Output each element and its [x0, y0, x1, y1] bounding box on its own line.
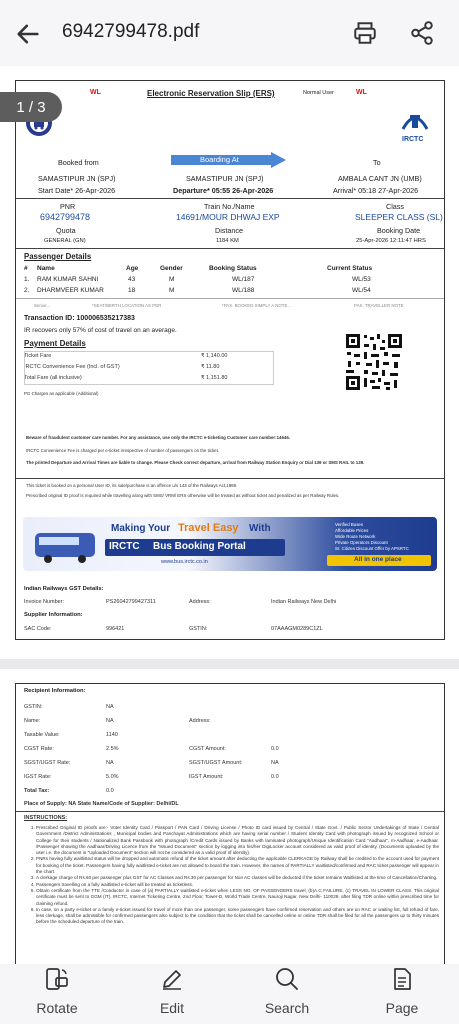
distance-value: 1184 KM	[216, 238, 239, 244]
recipient-label: CGST Amount:	[189, 746, 226, 752]
pnr-number: 6942799478	[40, 212, 91, 222]
app-toolbar	[0, 0, 459, 66]
edit-label: Edit	[159, 1000, 185, 1016]
invoice-label: Invoice Number:	[24, 599, 65, 605]
pax-header-current-status: Current Status	[327, 265, 373, 272]
search-label: Search	[264, 1000, 310, 1016]
pnr-label: PNR	[60, 202, 76, 211]
rotate-device-icon	[44, 966, 70, 992]
address-value: Indian Railways New Delhi	[271, 599, 337, 605]
recipient-value: NA	[106, 718, 114, 724]
ticket-frame	[15, 80, 445, 640]
pax-cell: WL/54	[352, 287, 371, 294]
recipient-label: Address:	[189, 718, 211, 724]
page-label: Page	[385, 1000, 419, 1016]
instruction-item: 6. In case, on a party e-ticket or a family e-ticket issued for travel of more than one passenger, some passengers have confirmed reservation and others are on RAC or waiting list, full refund of fare, less clerkage, shall be admissible for confirmed passengers also subject to the condition that the ticket shall be cancelled online or online TDR shall be filed for all the passengers up to thirty minutes before the scheduled departure of the train.	[36, 907, 439, 926]
class-label: Class	[386, 202, 404, 211]
boarding-at-label: Boarding At	[200, 155, 239, 164]
sac-value: 996421	[106, 626, 125, 632]
divider	[16, 811, 444, 812]
page-icon	[389, 966, 415, 992]
irctc-logo-text: IRCTC	[402, 136, 424, 143]
pax-cell: M	[169, 276, 175, 283]
train-name: 14691/MOUR DHWAJ EXP	[176, 212, 280, 222]
instructions-list	[24, 825, 439, 926]
search-button[interactable]	[237, 964, 337, 1024]
pg-charges-note: PG Charges as applicable (Additional)	[24, 391, 99, 396]
pax-header-name: Name	[37, 265, 55, 272]
payment-value: ₹ 1,140.00	[201, 353, 228, 359]
pax-cell: 18	[128, 287, 136, 294]
from-station: SAMASTIPUR JN (SPJ)	[38, 174, 116, 183]
printer-icon[interactable]	[352, 20, 378, 46]
pax-header-gender: Gender	[160, 265, 183, 272]
banner-allin: All in one place	[354, 556, 402, 563]
convenience-fee-note: IRCTC Convenience Fee is charged per e-ticket irrespective of number of passengers on the ticket.	[26, 448, 220, 453]
banner-title-suffix: With	[249, 523, 271, 534]
pax-header-index: #	[24, 265, 28, 272]
recipient-value: 0.0	[271, 746, 279, 752]
banner-point: Verified Buses	[335, 522, 364, 527]
instruction-item: 3. A clerkage charge of Rs.60 per passenger plus GST for AC Classes and Rs.30 per passenger for Non AC classes will be deducted if the ticket remains Waitlisted at the time of Cancellation/Charting.	[36, 875, 439, 881]
payment-label: Total Fare (all inclusive)	[24, 375, 82, 381]
payment-label: IRCTC Convenience Fee (Incl. of GST)	[24, 364, 120, 370]
pax-header-age: Age	[126, 265, 139, 272]
recipient-label: GSTIN:	[24, 704, 43, 710]
departure-time: Departure* 05:55 26-Apr-2026	[173, 186, 274, 195]
bottom-toolbar	[0, 964, 459, 1024]
instruction-item: 5. Obtain certificate from the TTE /Conductor in case of (a) PARTIALLY waitlisted e-ticket when LESS NO. OF PASSENGERS travel, (b)A.C FAILURE, (c) TRAVEL IN LOWER CLASS. This original certificate must be sent to GGM (IT), IRCTC, Internet Ticketing Centre, 2nd Floor, Tower-D, World Trade Centre, Nauroji Nagar, New Delhi- 110029, after filing TDR online within prescribed time for claiming refund.	[36, 888, 439, 907]
fraud-warning: Beware of fraudulent customer care number. For any assistance, use only the IRCTC e-ticketing Customer care number:14646.	[26, 435, 291, 440]
pdf-page-2	[0, 669, 459, 964]
recipient-label: Total Tax:	[24, 788, 50, 794]
boarding-station: SAMASTIPUR JN (SPJ)	[186, 174, 264, 183]
pax-cell: 43	[128, 276, 136, 283]
gstin-label: GSTIN:	[189, 626, 208, 632]
divider	[16, 248, 444, 249]
divider	[16, 478, 444, 479]
irctc-bus-banner[interactable]	[23, 517, 437, 571]
pax-cell: 1.	[24, 276, 30, 283]
gstin-value: 07AAAGM0289C1ZL	[271, 626, 323, 632]
personal-id-bullet: This ticket is booked on a personal User ID, its sale/purchase is an offence u/s 143 of the Railways Act,1989.	[26, 483, 238, 488]
page-indicator: 1 / 3	[0, 92, 62, 122]
pax-cell: WL/188	[232, 287, 255, 294]
instruction-item: 2. PNRs having fully waitlisted status will be dropped and automatic refund of the ticket amount after deducting the applicable CLERKAGE by Railway shall be credited to the account used for payment for booking of the ticket. Passengers having fully waitlisted e-ticket are not allowed to board the train. However, the names of PARTIALLY waitlisted/confirmed and RAC ticket passenger will appear in the chart.	[36, 856, 439, 875]
banner-title-highlight: Travel Easy	[178, 522, 239, 534]
rotate-button[interactable]	[7, 964, 107, 1024]
invoice-value: PS26042799427311	[106, 599, 156, 605]
recipient-label: CGST Rate:	[24, 746, 54, 752]
banner-subtitle: Bus Booking Portal	[153, 541, 246, 552]
payment-details-title: Payment Details	[24, 339, 86, 348]
share-icon[interactable]	[409, 19, 435, 47]
document-title: 6942799478.pdf	[62, 21, 200, 42]
banner-point: Wide Route Network	[335, 534, 376, 539]
recipient-value: NA	[106, 704, 114, 710]
faint-note: *PAX. BOOKED SIMPLY A NOTE...	[222, 303, 292, 308]
recipient-value: 1140	[106, 732, 118, 738]
recipient-label: IGST Rate:	[24, 774, 52, 780]
instruction-item: 1. Prescribed Original ID proofs are:- Voter Identity Card / Passport / PAN Card / Driving License / Photo ID card issued by Central / State Govt. / Public Sector Undertakings of State / Central Government /District Administrations , Municipal bodies and Panchayat Administrations which are having serial number / Student Identity Card with photograph issued by recognized School or College for their students / Nationalized Bank Passbook with photograph /Credit Cards issued by Banks with laminated photograph/Unique Identification Card "Aadhaar", m-Aadhaar, e-Aadhaar. /Passenger showing the Aadhaar/Driving Licence from the "Issued Document" section by logging into his/her DigiLocker account considered as valid proof of identity. (Documents uploaded by the user i.e. the document in "Uploaded Document" section will not be considered as a valid proof of identity).	[36, 825, 439, 856]
gst-title: Indian Railways GST Details:	[24, 586, 104, 592]
ers-heading-note: Normal User	[303, 90, 334, 96]
pax-cell: 2.	[24, 287, 30, 294]
recipient-value: 0.0	[106, 788, 114, 794]
id-proof-bullet: Prescribed original ID proof is required while travelling along with SMS/ VRM/ ERS otherwise will be treated as without ticket and penalized as per Railway Rules.	[26, 493, 340, 498]
passenger-details-title: Passenger Details	[24, 252, 92, 261]
divider	[16, 198, 444, 199]
pax-cell: DHARMVEER KUMAR	[37, 287, 104, 294]
to-label: To	[373, 158, 381, 167]
train-label: Train No./Name	[204, 202, 255, 211]
place-of-supply: Place of Supply: NA State Name/Code of Supplier: Delhi/DL	[24, 801, 179, 807]
faint-note: PAX. TRAVELLER NOTE	[354, 303, 404, 308]
banner-title: Making Your	[111, 523, 171, 534]
distance-label: Distance	[215, 226, 243, 235]
wl-right: WL	[356, 89, 367, 96]
banner-point: Sr. Citizen Discount Offer by APSRTC	[335, 546, 409, 551]
pdf-viewer[interactable]	[0, 66, 459, 964]
recipient-value: 2.5%	[106, 746, 119, 752]
page2-frame	[15, 683, 445, 964]
booking-date-value: 25-Apr-2026 12:11:47 HRS	[356, 238, 426, 244]
sac-label: SAC Code:	[24, 626, 52, 632]
pax-cell: RAM KUMAR SAHNI	[37, 276, 99, 283]
rotate-label: Rotate	[36, 1000, 78, 1016]
recipient-value: 0.0	[271, 774, 279, 780]
address-label: Address:	[189, 599, 211, 605]
pax-header-booking-status: Booking Status	[209, 265, 257, 272]
booking-date-label: Booking Date	[377, 226, 421, 235]
payment-label: Ticket Fare	[24, 353, 52, 359]
to-station: AMBALA CANT JN (UMB)	[338, 174, 422, 183]
payment-value: ₹ 1,151.80	[201, 375, 228, 381]
recipient-title: Recipient Information:	[24, 688, 86, 694]
pax-cell: WL/187	[232, 276, 255, 283]
pdf-page-1	[0, 66, 459, 659]
ers-heading: Electronic Reservation Slip (ERS)	[147, 89, 275, 98]
pencil-icon	[159, 966, 185, 992]
recipient-value: NA	[106, 760, 114, 766]
banner-url: www.bus.irctc.co.in	[161, 559, 208, 565]
banner-point: Private Operators Discount	[335, 540, 388, 545]
irctc-logo-icon	[398, 111, 432, 137]
divider	[16, 298, 444, 299]
recipient-label: SGST/UGST Rate:	[24, 760, 71, 766]
arrow-left-icon[interactable]	[14, 20, 42, 48]
timing-note: The printed Departure and Arrival Times are liable to change. Please Check correct departure, arrival from Railway Station Enquiry or Dial 139 or SMS RAIL to 139.	[26, 460, 365, 465]
faint-note: *SEAT/BERTH LOCATION AS PER	[92, 303, 162, 308]
start-date: Start Date* 26-Apr-2026	[38, 186, 116, 195]
banner-brand: IRCTC	[109, 541, 140, 552]
payment-table-frame	[24, 351, 274, 385]
wl-left: WL	[90, 89, 101, 96]
travel-class: SLEEPER CLASS (SL)	[355, 212, 443, 222]
booked-from-label: Booked from	[58, 158, 99, 167]
ir-recovers-note: IR recovers only 57% of cost of travel on an average.	[24, 327, 177, 334]
page-button[interactable]	[352, 964, 452, 1024]
faint-note: Senior...	[34, 303, 51, 308]
supplier-label: Supplier Information:	[24, 612, 83, 618]
recipient-label: Taxable Value:	[24, 732, 60, 738]
banner-point: Affordable Prices	[335, 528, 369, 533]
arrival-time: Arrival* 05:18 27-Apr-2026	[333, 186, 419, 195]
payment-value: ₹ 11.80	[201, 364, 220, 370]
quota-value: GENERAL (GN)	[44, 238, 86, 244]
quota-label: Quota	[56, 226, 76, 235]
pax-cell: M	[169, 287, 175, 294]
instruction-item: 4. Passengers travelling on a fully waitlisted e-ticket will be treated as ticketless.	[36, 882, 439, 888]
recipient-label: Name:	[24, 718, 41, 724]
recipient-label: IGST Amount:	[189, 774, 224, 780]
bus-illustration-icon	[31, 527, 101, 565]
qr-code-icon	[344, 332, 404, 392]
instructions-title: INSTRUCTIONS:	[24, 815, 68, 821]
edit-button[interactable]	[122, 964, 222, 1024]
recipient-value: 5.0%	[106, 774, 119, 780]
recipient-value: NA	[271, 760, 279, 766]
transaction-id: Transaction ID: 100006535217383	[24, 315, 135, 322]
pax-cell: WL/53	[352, 276, 371, 283]
search-icon	[274, 966, 300, 992]
recipient-label: SGST/UGST Amount:	[189, 760, 243, 766]
